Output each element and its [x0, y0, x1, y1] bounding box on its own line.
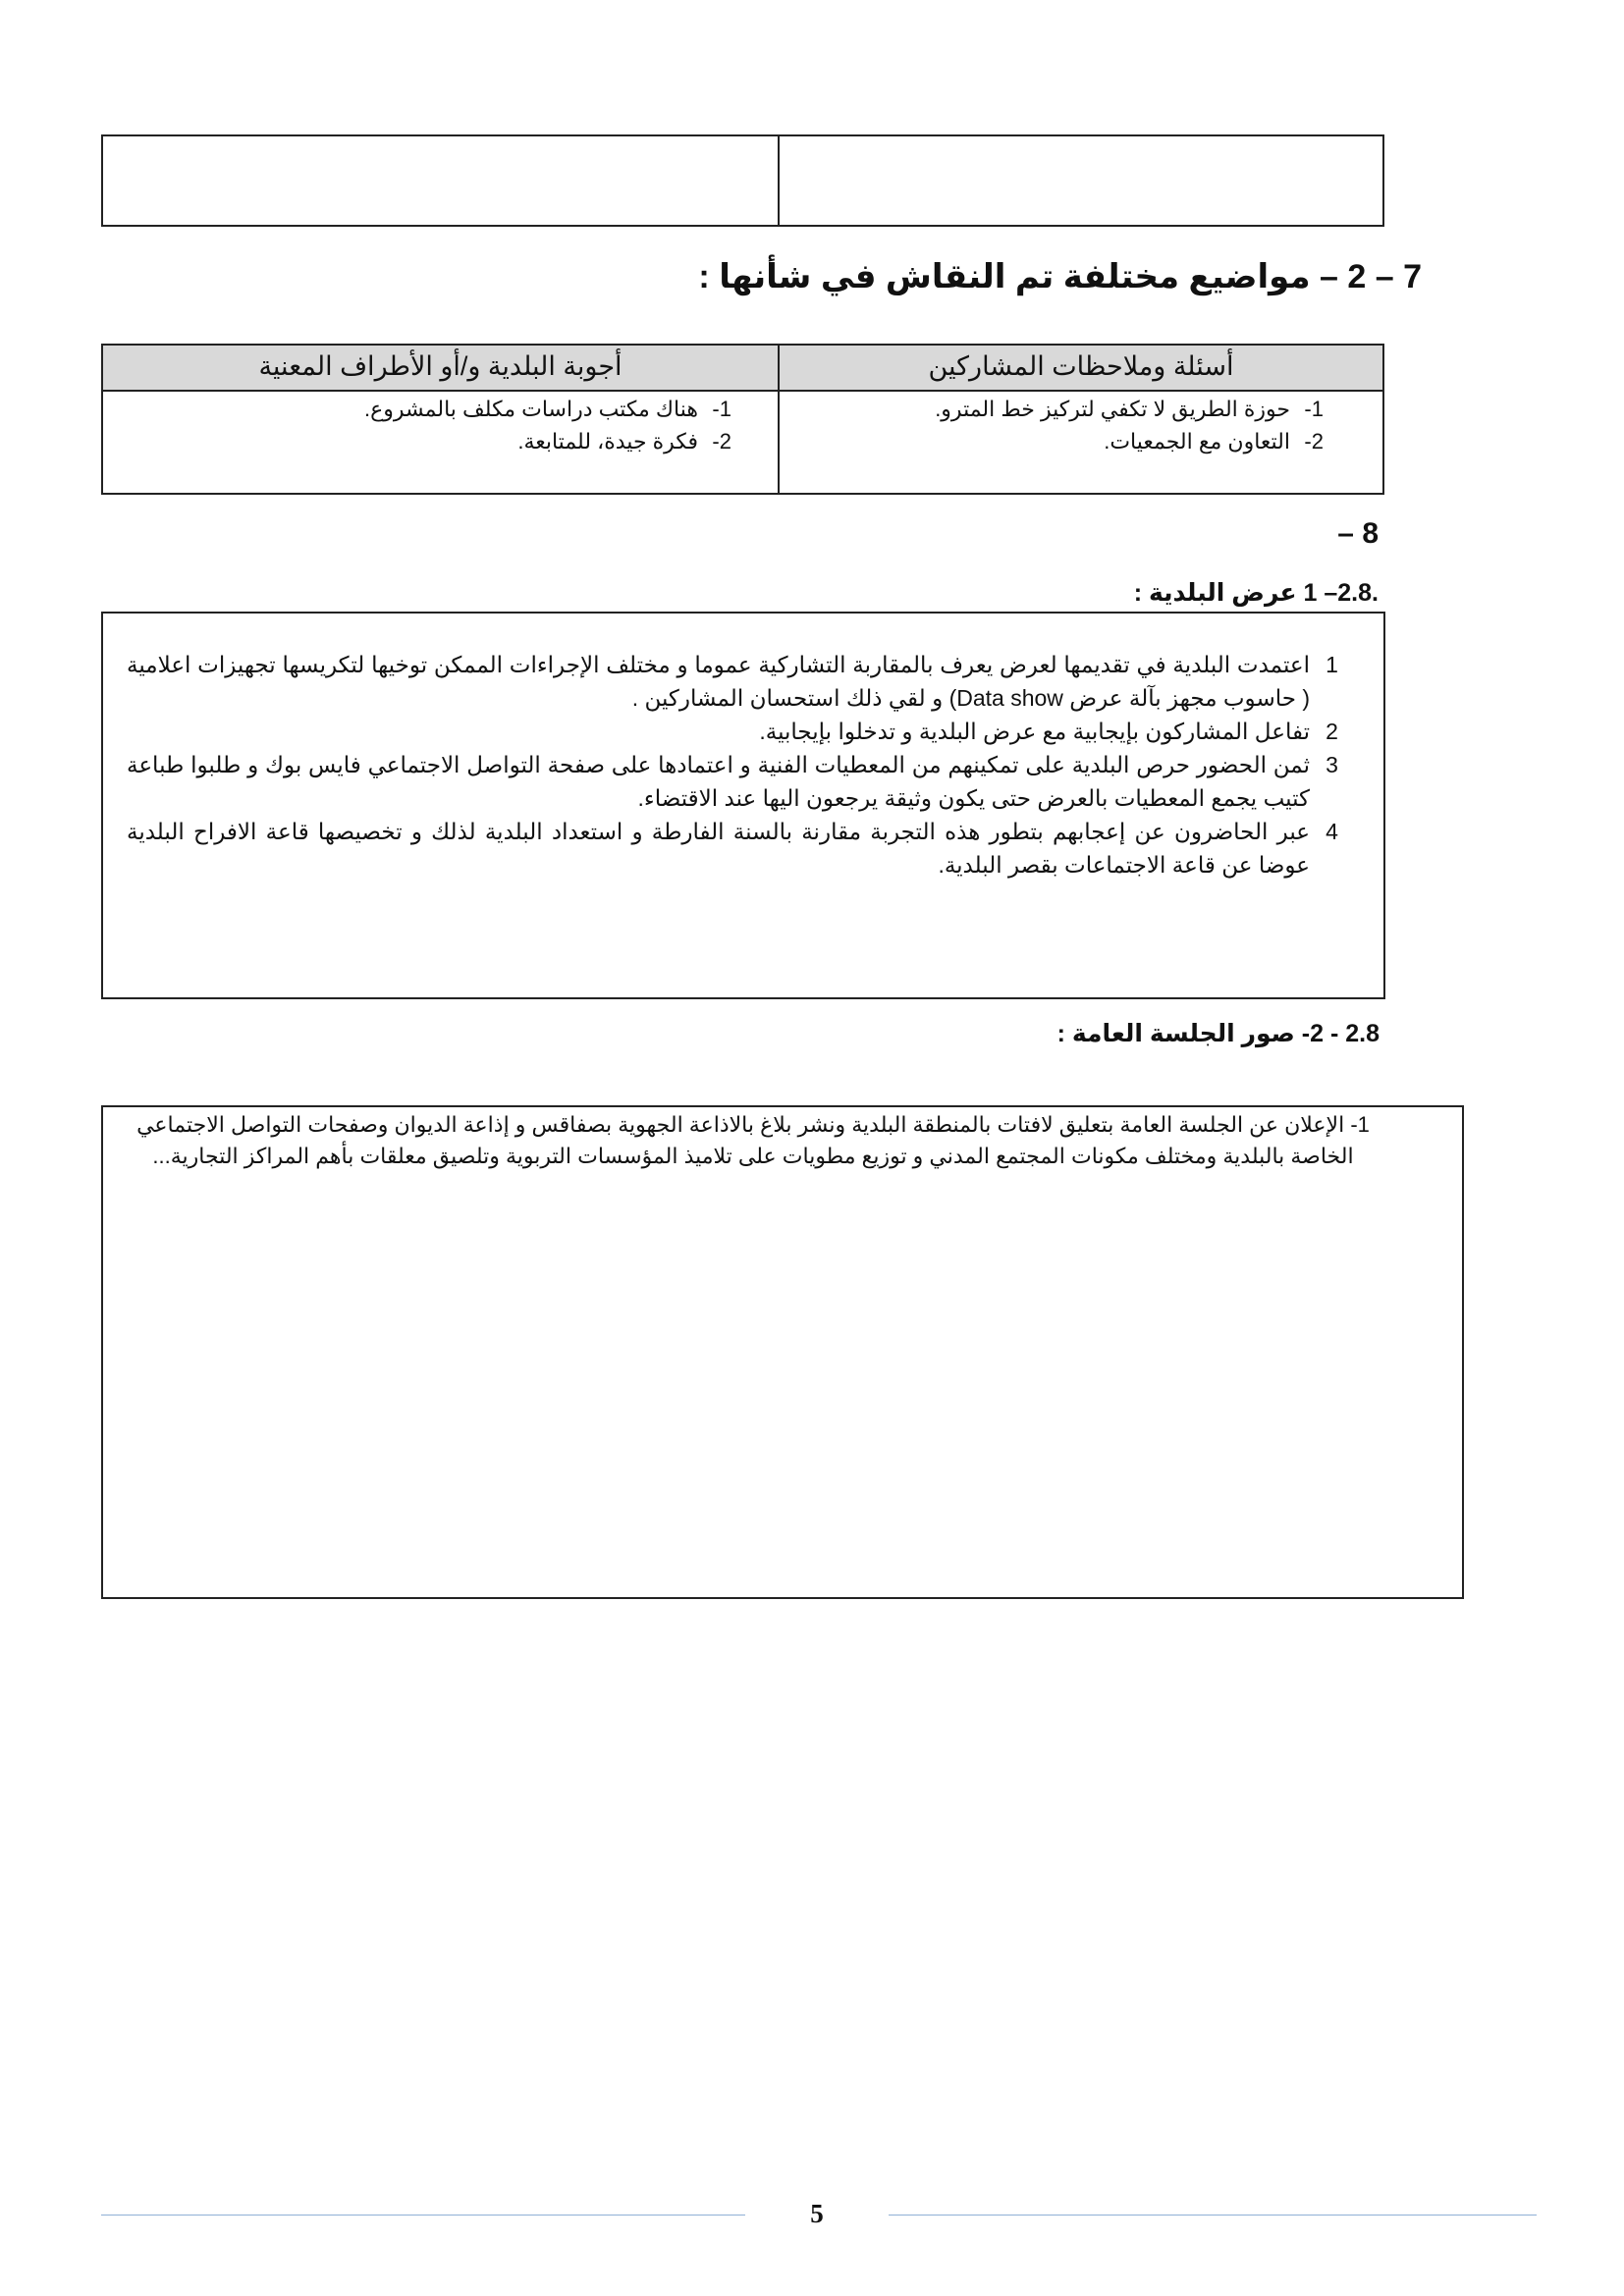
section-8-1-heading: .2.8– 1 عرض البلدية :: [1133, 579, 1379, 607]
item-text: اعتمدت البلدية في تقديمها لعرض يعرف بالمقاربة التشاركية عموما و مختلف الإجراءات الممكن توخيها لتكريسها تجهيزات اعلامية ( حاسوب مجهز بآلة عرض Data show) و لقي ذلك استحسان المشاركين .: [127, 652, 1310, 711]
discussion-table: [101, 344, 1384, 495]
list-item: [790, 393, 1324, 425]
section-8-2-heading: 2.8 - 2- صور الجلسة العامة :: [1056, 1020, 1380, 1047]
table-header-answers: أجوبة البلدية و/أو الأطراف المعنية: [103, 346, 778, 392]
empty-table: [101, 134, 1384, 227]
table-column-divider: [778, 346, 780, 493]
list-item: [127, 748, 1354, 815]
item-number: 2-: [712, 429, 731, 454]
list-item: [790, 425, 1324, 457]
session-announcement-text: 1- الإعلان عن الجلسة العامة بتعليق لافتات بالمنطقة البلدية ونشر بلاغ بالاذاعة الجهوية بصفاقس و إذاعة الديوان وصفحات التواصل الاجتماعي الخاصة بالبلدية ومختلف مكونات المجتمع المدني و توزيع مطويات على تلاميذ المؤسسات التربوية وتلصيق معلقات بأهم المراكز التجارية...: [136, 1112, 1370, 1168]
item-number: 2-: [1304, 429, 1324, 454]
section-8-heading: 8 –: [1337, 517, 1379, 550]
session-photos-box: [101, 1105, 1464, 1599]
list-item: [123, 425, 731, 457]
page-number: 5: [810, 2199, 824, 2228]
item-number: 1-: [1304, 397, 1324, 421]
item-text: ثمن الحضور حرص البلدية على تمكينهم من المعطيات الفنية و اعتمادها على صفحة التواصل الاجتماعي فايس بوك و طلبوا طباعة كتيب يجمع المعطيات بالعرض حتى يكون وثيقة يرجعون اليها عند الاقتضاء.: [127, 752, 1310, 811]
list-item: [127, 815, 1354, 881]
table-column-divider: [778, 136, 780, 225]
item-number: 3: [1326, 752, 1338, 777]
item-text: عبر الحاضرون عن إعجابهم بتطور هذه التجربة مقارنة بالسنة الفارطة و استعداد البلدية لذلك و تخصيصها قاعة الافراح البلدية عوضا عن قاعة الاجتماعات بقصر البلدية.: [127, 819, 1310, 878]
list-item: [123, 393, 731, 425]
item-number: 4: [1326, 819, 1338, 844]
answers-cell: [123, 393, 731, 457]
item-number: 1-: [712, 397, 731, 421]
footer-rule-right: [889, 2215, 1537, 2216]
item-text: هناك مكتب دراسات مكلف بالمشروع.: [364, 397, 698, 421]
table-header-questions: أسئلة وملاحظات المشاركين: [780, 346, 1382, 392]
item-number: 1: [1326, 652, 1338, 677]
list-item: [127, 715, 1354, 748]
item-text: فكرة جيدة، للمتابعة.: [517, 429, 698, 454]
municipality-presentation-box: [101, 612, 1385, 999]
item-number: 2: [1326, 719, 1338, 744]
list-item: [127, 648, 1354, 715]
section-7-2-heading: 7 – 2 – مواضيع مختلفة تم النقاش في شأنها :: [698, 258, 1422, 295]
questions-cell: [790, 393, 1324, 457]
footer-rule-left: [101, 2215, 745, 2216]
presentation-list: [127, 648, 1354, 881]
item-text: حوزة الطريق لا تكفي لتركيز خط المترو.: [935, 397, 1290, 421]
item-text: تفاعل المشاركون بإيجابية مع عرض البلدية و تدخلوا بإيجابية.: [759, 719, 1310, 744]
item-text: التعاون مع الجمعيات.: [1104, 429, 1290, 454]
